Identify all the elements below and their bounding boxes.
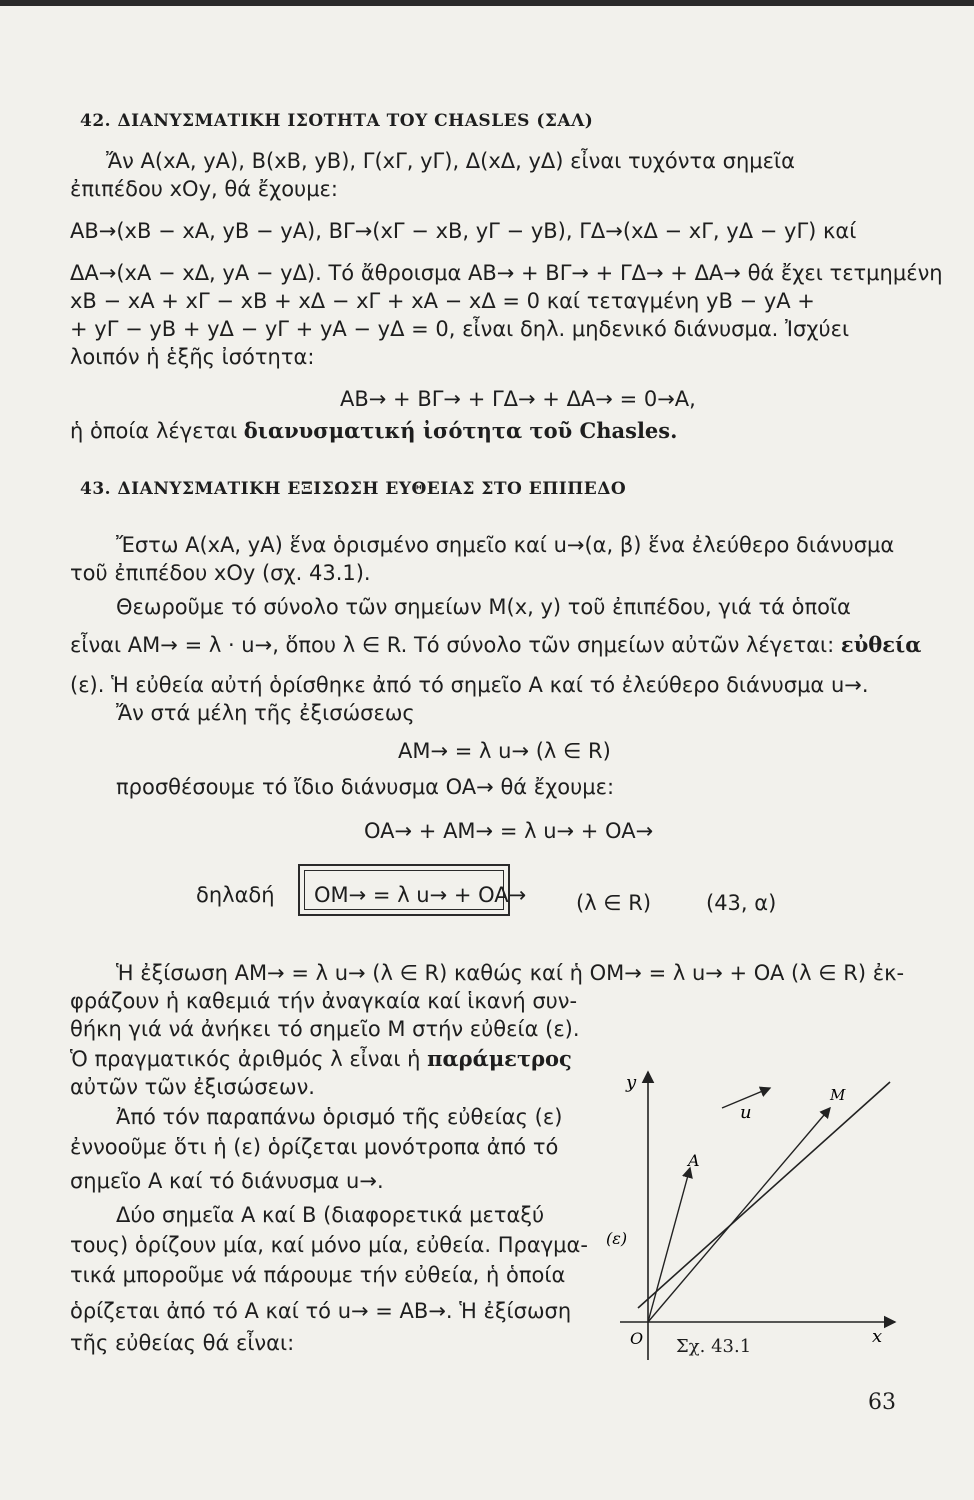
chasles-equation: AB→ + BΓ→ + ΓΔ→ + ΔA→ = 0→A, xyxy=(340,387,696,411)
s43-para-12: ὁρίζεται ἀπό τό A καί τό u→ = AB→. Ἡ ἐξίσωση xyxy=(70,1299,572,1323)
s43-para-10: τους) ὁρίζουν μία, καί μόνο μία, εὐθεία. Πραγμα- xyxy=(70,1233,588,1257)
s43-para-9: Δύο σημεῖα A καί B (διαφορετικά μεταξύ xyxy=(116,1203,545,1227)
label-x: x xyxy=(872,1326,883,1347)
vector-oa xyxy=(648,1168,690,1322)
s42-closing xyxy=(70,418,677,444)
deladi-label: δηλαδή xyxy=(196,883,275,907)
s42-line-4: ΔA→(xA − xΔ, yA − yΔ). Τό ἄθροισμα AB→ + BΓ→ + ΓΔ→ + ΔA→ θά ἔχει τετμημένη xyxy=(70,261,943,285)
bold-eutheia: εὐθεία xyxy=(840,632,922,657)
label-o: O xyxy=(630,1329,644,1348)
figure-caption: Σχ. 43.1 xyxy=(676,1336,752,1357)
label-epsilon: (ε) xyxy=(606,1229,628,1248)
label-u: u xyxy=(740,1102,752,1123)
top-edge xyxy=(0,0,974,6)
s43-para-6: Ἀπό τόν παραπάνω ὁρισμό τῆς εὐθείας (ε) xyxy=(116,1105,563,1129)
label-y: y xyxy=(626,1072,637,1093)
s43-line-1: Ἔστω A(xA, yA) ἕνα ὁρισμένο σημεῖο καί u→(α, β) ἕνα ἐλεύθερο διάνυσμα xyxy=(116,533,895,557)
s43-add-line: προσθέσουμε τό ἴδιο διάνυσμα OA→ θά ἔχουμε: xyxy=(116,775,615,799)
s42-closing-bold: διανυσματική ἰσότητα τοῦ Chasles. xyxy=(243,418,678,443)
s42-line-2: ἐπιπέδου xOy, θά ἔχουμε: xyxy=(70,177,338,201)
s43-line-4-text: εἶναι AM→ = λ · u→, ὅπου λ ∈ R. Τό σύνολο τῶν σημείων αὐτῶν λέγεται: xyxy=(70,633,835,657)
s43-para-13: τῆς εὐθείας θά εἶναι: xyxy=(70,1331,295,1355)
line-epsilon xyxy=(638,1082,890,1308)
label-m: M xyxy=(830,1086,846,1104)
s43-para-4 xyxy=(70,1046,572,1072)
s43-para-7: ἐννοοῦμε ὅτι ἡ (ε) ὁρίζεται μονότροπα ἀπό τό xyxy=(70,1135,559,1159)
section-42-title: 42. ΔΙΑΝΥΣΜΑΤΙΚΗ ΙΣΟΤΗΤΑ ΤΟΥ CHASLES (ΣΑΛ) xyxy=(80,111,594,131)
page-number: 63 xyxy=(868,1390,896,1415)
s42-line-7: λοιπόν ἡ ἑξῆς ἰσότητα: xyxy=(70,345,315,369)
s43-para-5: αὐτῶν τῶν ἐξισώσεων. xyxy=(70,1075,315,1099)
s42-closing-prefix: ἡ ὁποία λέγεται xyxy=(70,419,244,443)
equation-tag: (43, α) xyxy=(706,891,777,915)
section-43-title: 43. ΔΙΑΝΥΣΜΑΤΙΚΗ ΕΞΙΣΩΣΗ ΕΥΘΕΙΑΣ ΣΤΟ ΕΠΙΠΕΔΟ xyxy=(80,479,627,499)
s42-line-6: + yΓ − yB + yΔ − yΓ + yA − yΔ = 0, εἶναι δηλ. μηδενικό διάνυσμα. Ἰσχύει xyxy=(70,317,850,341)
boxed-condition: (λ ∈ R) xyxy=(576,891,652,915)
equation-am: AM→ = λ u→ (λ ∈ R) xyxy=(398,739,611,763)
s43-para-4-text: Ὁ πραγματικός ἀριθμός λ εἶναι ἡ xyxy=(70,1047,421,1071)
boxed-equation: OM→ = λ u→ + OA→ xyxy=(314,883,527,907)
s43-line-5: (ε). Ἡ εὐθεία αὐτή ὁρίσθηκε ἀπό τό σημεῖο A καί τό ἐλεύθερο διάνυσμα u→. xyxy=(70,673,869,697)
s43-para-2: φράζουν ἡ καθεμιά τήν ἀναγκαία καί ἱκανή συν- xyxy=(70,989,578,1013)
s42-line-1: Ἄν A(xA, yA), B(xB, yB), Γ(xΓ, yΓ), Δ(xΔ, yΔ) εἶναι τυχόντα σημεῖα xyxy=(106,149,795,173)
s42-line-3: AB→(xB − xA, yB − yA), BΓ→(xΓ − xB, yΓ − yB), ΓΔ→(xΔ − xΓ, yΔ − yΓ) καί xyxy=(70,219,857,243)
s43-line-2: τοῦ ἐπιπέδου xOy (σχ. 43.1). xyxy=(70,561,371,585)
s43-line-4 xyxy=(70,632,921,658)
figure-43-1 xyxy=(590,1060,910,1370)
s43-line-3: Θεωροῦμε τό σύνολο τῶν σημείων M(x, y) τοῦ ἐπιπέδου, γιά τά ὁποῖα xyxy=(116,595,851,619)
label-a: A xyxy=(688,1151,700,1170)
s43-para-1: Ἡ ἐξίσωση AM→ = λ u→ (λ ∈ R) καθώς καί ἡ OM→ = λ u→ + OA (λ ∈ R) ἐκ- xyxy=(116,961,905,985)
s42-line-5: xB − xA + xΓ − xB + xΔ − xΓ + xA − xΔ = 0 καί τεταγμένη yB − yA + xyxy=(70,289,815,313)
equation-oa-am: OA→ + AM→ = λ u→ + OA→ xyxy=(364,819,654,843)
s43-line-6: Ἄν στά μέλη τῆς ἐξισώσεως xyxy=(116,701,415,725)
bold-parametros: παράμετρος xyxy=(427,1046,572,1071)
s43-para-11: τικά μποροῦμε νά πάρουμε τήν εὐθεία, ἡ ὁποία xyxy=(70,1263,566,1287)
s43-para-3: θήκη γιά νά ἀνήκει τό σημεῖο M στήν εὐθεία (ε). xyxy=(70,1017,580,1041)
s43-para-8: σημεῖο A καί τό διάνυσμα u→. xyxy=(70,1169,384,1193)
vector-om xyxy=(648,1108,830,1322)
